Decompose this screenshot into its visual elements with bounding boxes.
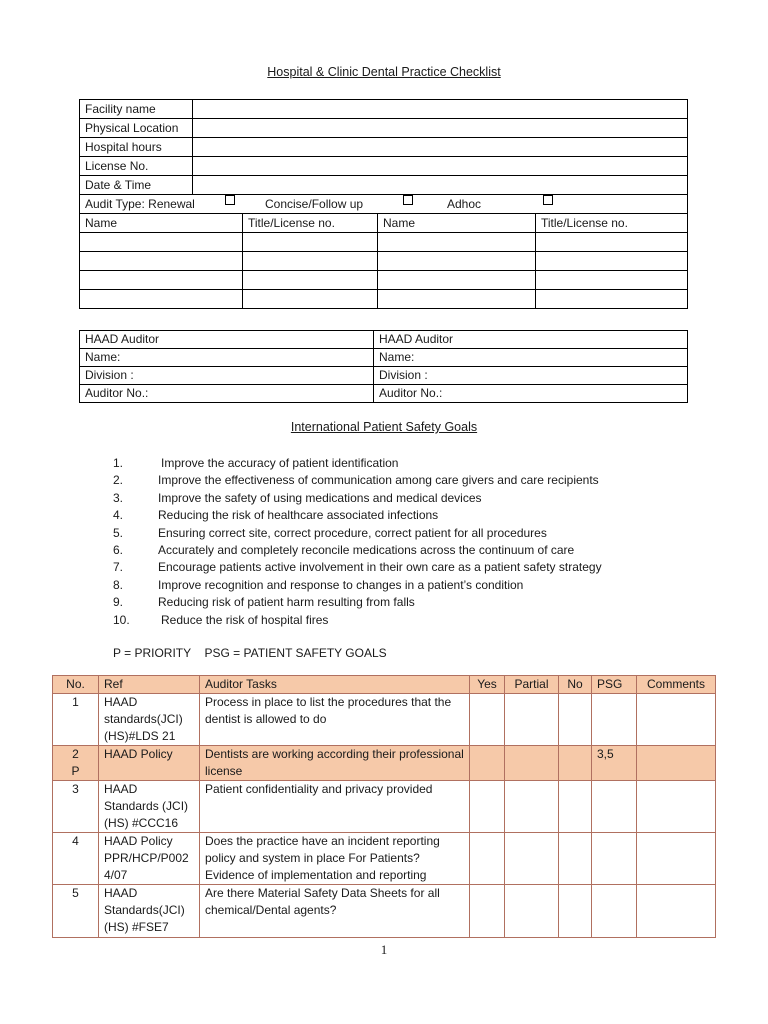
goals-title: International Patient Safety Goals [290, 420, 478, 434]
list-item: 1. Improve the accuracy of patient identification [113, 456, 399, 470]
row-psg [592, 694, 637, 746]
hospital-hours-label: Hospital hours [80, 138, 193, 157]
license-no-value[interactable] [193, 157, 688, 176]
row-no: 1 [53, 694, 99, 746]
auditor-left-name[interactable]: Name: [80, 349, 374, 367]
staff-cell[interactable] [80, 271, 243, 290]
row-ref: HAAD Policy PPR/HCP/P002 4/07 [99, 833, 200, 885]
audit-type-adhoc-label: Adhoc [447, 197, 482, 211]
row-no: 5 [53, 885, 99, 938]
staff-cell[interactable] [80, 252, 243, 271]
list-item: 6. Accurately and completely reconcile medications across the continuum of care [113, 542, 575, 557]
table-row [53, 694, 716, 746]
row-task: Dentists are working according their professional license [200, 746, 470, 781]
comments-cell[interactable] [637, 781, 716, 833]
row-task: Patient confidentiality and privacy provided [200, 781, 470, 833]
comments-cell[interactable] [637, 746, 716, 781]
table-row [53, 885, 716, 938]
staff-cell[interactable] [243, 233, 378, 252]
legend-priority: P = PRIORITY [113, 646, 192, 660]
auditor-right-division[interactable]: Division : [374, 367, 688, 385]
col-header-psg: PSG [592, 676, 637, 694]
col-header-ref: Ref [99, 676, 200, 694]
yes-cell[interactable] [470, 694, 505, 746]
facility-name-value[interactable] [193, 100, 688, 119]
partial-cell[interactable] [505, 746, 559, 781]
staff-cell[interactable] [536, 290, 688, 309]
col-header-comments: Comments [637, 676, 716, 694]
table-row [53, 746, 716, 781]
physical-location-value[interactable] [193, 119, 688, 138]
partial-cell[interactable] [505, 885, 559, 938]
goals-list [113, 455, 673, 629]
yes-cell[interactable] [470, 885, 505, 938]
col-header-no-answer: No [559, 676, 592, 694]
staff-cell[interactable] [378, 290, 536, 309]
row-ref: HAAD Standards(JCI) (HS) #FSE7 [99, 885, 200, 938]
checklist-table [52, 675, 716, 938]
list-item: 10. Reduce the risk of hospital fires [113, 612, 329, 627]
legend [113, 646, 397, 660]
auditor-left-header: HAAD Auditor [80, 331, 374, 349]
col-header-partial: Partial [505, 676, 559, 694]
row-psg [592, 885, 637, 938]
staff-cell[interactable] [536, 252, 688, 271]
list-item: 3. Improve the safety of using medications and medical devices [113, 490, 482, 505]
auditor-left-division[interactable]: Division : [80, 367, 374, 385]
row-no: 2 P [53, 746, 99, 781]
row-task: Process in place to list the procedures that the dentist is allowed to do [200, 694, 470, 746]
partial-cell[interactable] [505, 694, 559, 746]
license-no-label: License No. [80, 157, 193, 176]
row-psg [592, 781, 637, 833]
row-no: 3 [53, 781, 99, 833]
row-ref: HAAD Standards (JCI) (HS) #CCC16 [99, 781, 200, 833]
row-psg: 3,5 [592, 746, 637, 781]
table-row [53, 781, 716, 833]
row-ref: HAAD standards(JCI) (HS)#LDS 21 [99, 694, 200, 746]
no-cell[interactable] [559, 694, 592, 746]
comments-cell[interactable] [637, 694, 716, 746]
row-no: 4 [53, 833, 99, 885]
date-time-value[interactable] [193, 176, 688, 195]
partial-cell[interactable] [505, 781, 559, 833]
renewal-checkbox[interactable] [225, 195, 235, 205]
hospital-hours-value[interactable] [193, 138, 688, 157]
staff-cell[interactable] [243, 290, 378, 309]
staff-header-title-2: Title/License no. [536, 214, 688, 233]
no-cell[interactable] [559, 885, 592, 938]
staff-cell[interactable] [80, 233, 243, 252]
comments-cell[interactable] [637, 885, 716, 938]
auditor-right-name[interactable]: Name: [374, 349, 688, 367]
partial-cell[interactable] [505, 833, 559, 885]
row-ref: HAAD Policy [99, 746, 200, 781]
list-item: 8. Improve recognition and response to changes in a patient’s condition [113, 577, 524, 592]
page-number: 1 [380, 942, 388, 957]
staff-cell[interactable] [378, 233, 536, 252]
yes-cell[interactable] [470, 781, 505, 833]
no-cell[interactable] [559, 781, 592, 833]
page-title: Hospital & Clinic Dental Practice Checklist [267, 65, 501, 79]
staff-cell[interactable] [378, 271, 536, 290]
auditor-right-header: HAAD Auditor [374, 331, 688, 349]
staff-header-name-2: Name [378, 214, 536, 233]
staff-cell[interactable] [536, 271, 688, 290]
date-time-label: Date & Time [80, 176, 193, 195]
list-item: 9. Reducing risk of patient harm resulting from falls [113, 595, 415, 610]
auditor-left-number[interactable]: Auditor No.: [80, 385, 374, 403]
audit-type-renewal-label: Audit Type: Renewal [85, 197, 195, 211]
facility-name-label: Facility name [80, 100, 193, 119]
no-cell[interactable] [559, 833, 592, 885]
list-item: 7. Encourage patients active involvement in their own care as a patient safety strategy [113, 560, 602, 575]
table-row [53, 833, 716, 885]
col-header-no: No. [53, 676, 99, 694]
yes-cell[interactable] [470, 833, 505, 885]
audit-type-concise-label: Concise/Follow up [265, 197, 364, 211]
col-header-tasks: Auditor Tasks [200, 676, 470, 694]
adhoc-checkbox[interactable] [543, 195, 553, 205]
row-task: Does the practice have an incident reporting policy and system in place For Patients? Evidence of implementation and reporting [200, 833, 470, 885]
audit-type-row [80, 195, 688, 214]
list-item: 2. Improve the effectiveness of communication among care givers and care recipients [113, 473, 599, 488]
staff-cell[interactable] [378, 252, 536, 271]
physical-location-label: Physical Location [80, 119, 193, 138]
col-header-yes: Yes [470, 676, 505, 694]
staff-cell[interactable] [243, 252, 378, 271]
list-item: 4. Reducing the risk of healthcare associated infections [113, 508, 439, 523]
staff-cell[interactable] [536, 233, 688, 252]
row-psg [592, 833, 637, 885]
no-cell[interactable] [559, 746, 592, 781]
legend-psg: PSG = PATIENT SAFETY GOALS [204, 646, 387, 660]
auditor-table [79, 330, 688, 403]
concise-checkbox[interactable] [403, 195, 413, 205]
staff-cell[interactable] [243, 271, 378, 290]
staff-header-name-1: Name [80, 214, 243, 233]
list-item: 5. Ensuring correct site, correct procedure, correct patient for all procedures [113, 525, 547, 540]
auditor-right-number[interactable]: Auditor No.: [374, 385, 688, 403]
facility-table [79, 99, 688, 309]
staff-header-title-1: Title/License no. [243, 214, 378, 233]
comments-cell[interactable] [637, 833, 716, 885]
yes-cell[interactable] [470, 746, 505, 781]
staff-cell[interactable] [80, 290, 243, 309]
row-task: Are there Material Safety Data Sheets for all chemical/Dental agents? [200, 885, 470, 938]
